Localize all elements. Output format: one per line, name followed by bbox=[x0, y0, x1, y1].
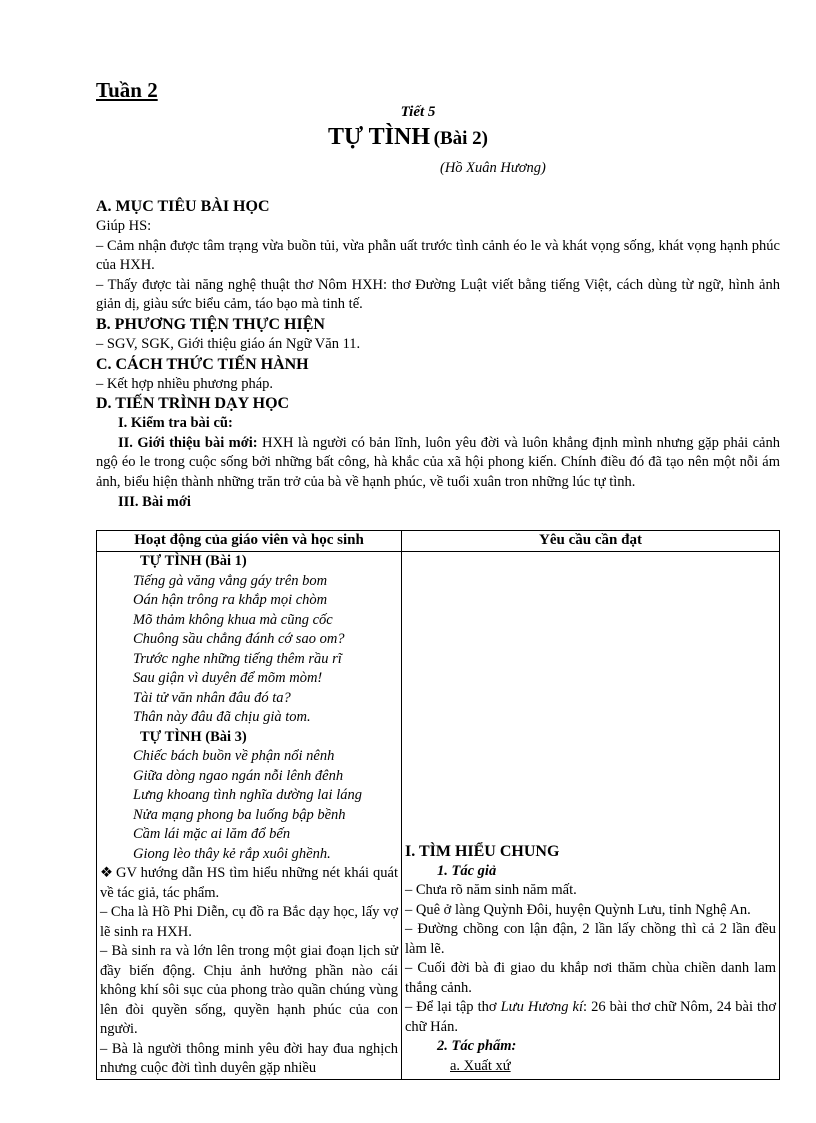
poem-line: Sau giận vì duyên để mõm mòm! bbox=[133, 670, 323, 686]
poem1-title: TỰ TÌNH (Bài 1) bbox=[140, 553, 247, 569]
poem-line: Mõ thảm không khua mà cũng cốc bbox=[133, 611, 333, 628]
right-item: – Quê ở làng Quỳnh Đôi, huyện Quỳnh Lưu, tỉnh Nghệ An. bbox=[405, 901, 751, 918]
author-name: (Hồ Xuân Hương) bbox=[440, 160, 546, 176]
section-c-heading: C. CÁCH THỨC TIẾN HÀNH bbox=[96, 355, 309, 373]
right-item: – Đường chồng con lận đận, 2 lần lấy chồng thì cả 2 lần đều làm lẽ. bbox=[405, 921, 776, 957]
right-item-works bbox=[405, 998, 776, 1037]
section-d-sub2-label: II. Giới thiệu bài mới: bbox=[118, 434, 258, 451]
left-cell bbox=[97, 552, 402, 1080]
poem-line: Cầm lái mặc ai lăm đổ bến bbox=[133, 826, 291, 842]
poem-line: Chuông sầu chẳng đánh cớ sao om? bbox=[133, 631, 345, 647]
col-left-header: Hoạt động của giáo viên và học sinh bbox=[97, 531, 402, 552]
poem-line: Lưng khoang tình nghĩa dường lai láng bbox=[133, 787, 362, 803]
section-d-sub3: III. Bài mới bbox=[118, 493, 191, 510]
left-item: – Cha là Hồ Phi Diễn, cụ đồ ra Bắc dạy học, lấy vợ lẽ sinh ra HXH. bbox=[100, 904, 398, 940]
poem-line: Trước nghe những tiếng thêm rầu rĩ bbox=[133, 650, 342, 667]
week-label: Tuần 2 bbox=[96, 78, 158, 102]
period-label: Tiết 5 bbox=[400, 104, 436, 120]
lesson-title-main: TỰ TÌNH bbox=[327, 124, 431, 150]
right-heading: I. TÌM HIỂU CHUNG bbox=[405, 843, 560, 860]
right-sub-sub-heading: a. Xuất xứ bbox=[450, 1057, 511, 1074]
poem-line: Tài tử văn nhân đâu đó ta? bbox=[133, 689, 291, 706]
poem-line: Thân này đâu đã chịu già tom. bbox=[133, 709, 311, 725]
section-b-item: – SGV, SGK, Giới thiệu giáo án Ngữ Văn 11. bbox=[96, 335, 361, 352]
section-d-sub2-text: HXH là người có bản lĩnh, luôn yêu đời và luôn khẳng định mình nhưng gặp phải cảnh ngộ éo le trong cuộc sống bởi những bất công, hà khắc của xã hội phong kiến. Chính điều đó đã tạo nên một nỗi ám ảnh, biểu hiện thành những trăn trở của bà về hạnh phúc, về tuổi xuân tron những lúc tự tình. bbox=[96, 434, 780, 490]
poem-line: Giong lèo thây kẻ rắp xuôi ghềnh. bbox=[133, 845, 331, 862]
poem2-title: TỰ TÌNH (Bài 3) bbox=[140, 728, 247, 745]
section-d-sub1: I. Kiểm tra bài cũ: bbox=[118, 415, 233, 432]
right-sub-heading: 1. Tác giả bbox=[437, 862, 497, 879]
right-sub-heading: 2. Tác phẩm: bbox=[437, 1038, 517, 1054]
table-header-row bbox=[97, 531, 780, 552]
section-d-heading: D. TIẾN TRÌNH DẠY HỌC bbox=[96, 395, 290, 413]
poem-line: Oán hận trông ra khắp mọi chòm bbox=[133, 592, 328, 608]
lesson-title bbox=[0, 124, 816, 151]
right-item: – Chưa rõ năm sinh năm mất. bbox=[405, 882, 577, 898]
poem-line: Nửa mạng phong ba luống bập bềnh bbox=[133, 806, 346, 823]
lesson-title-sub: (Bài 2) bbox=[433, 128, 488, 149]
right-item: – Cuối đời bà đi giao du khắp nơi thăm chùa chiền danh lam thắng cảnh. bbox=[405, 960, 776, 996]
left-item: – Bà là người thông minh yêu đời hay đua nghịch nhưng cuộc đời tình duyên gặp nhiều bbox=[100, 1040, 398, 1076]
right-item-prefix: – Để lại tập thơ bbox=[405, 999, 501, 1015]
left-item: – Bà sinh ra và lớn lên trong một giai đoạn lịch sử đầy biến động. Chịu ảnh hưởng phần nào cái không khí sôi sục của phong trào quần chúng vùng lên đòi quyền sống, quyền hạnh phúc của con người. bbox=[100, 943, 398, 1037]
diamond-bullet-icon: ❖ bbox=[100, 865, 113, 881]
section-a-intro: Giúp HS: bbox=[96, 218, 152, 234]
right-cell bbox=[402, 552, 780, 1080]
section-c-item: – Kết hợp nhiều phương pháp. bbox=[96, 375, 274, 392]
lesson-table bbox=[96, 530, 780, 1080]
right-item-suffix: : 26 bài thơ chữ Nôm, 24 bài thơ chữ Hán. bbox=[405, 999, 776, 1035]
lesson-body bbox=[96, 197, 780, 512]
poem-line: Giữa dòng ngao ngán nỗi lênh đênh bbox=[133, 767, 344, 784]
section-d-sub2 bbox=[96, 434, 780, 493]
col-right-header: Yêu cầu cần đạt bbox=[402, 531, 780, 552]
section-b-heading: B. PHƯƠNG TIỆN THỰC HIỆN bbox=[96, 315, 325, 333]
section-a-item: – Thấy được tài năng nghệ thuật thơ Nôm HXH: thơ Đường Luật viết bằng tiếng Việt, cách dùng từ ngữ, hình ảnh giản dị, giàu sức biểu cảm, táo bạo mà tinh tế. bbox=[96, 276, 780, 313]
poem-line: Tiếng gà văng vẳng gáy trên bom bbox=[133, 572, 328, 589]
collection-title: Lưu Hương kí bbox=[500, 999, 584, 1015]
table-row bbox=[97, 552, 780, 1080]
section-a-heading: A. MỤC TIÊU BÀI HỌC bbox=[96, 198, 270, 215]
section-a-item: – Cảm nhận được tâm trạng vừa buồn tủi, vừa phẫn uất trước tình cảnh éo le và khát vọng sống, khát vọng hạnh phúc của HXH. bbox=[96, 237, 780, 274]
guide-text: GV hướng dẫn HS tìm hiểu những nét khái quát về tác giả, tác phẩm. bbox=[100, 865, 399, 901]
poem-line: Chiếc bách buồn về phận nổi nênh bbox=[133, 748, 335, 764]
guide-paragraph bbox=[100, 864, 398, 903]
